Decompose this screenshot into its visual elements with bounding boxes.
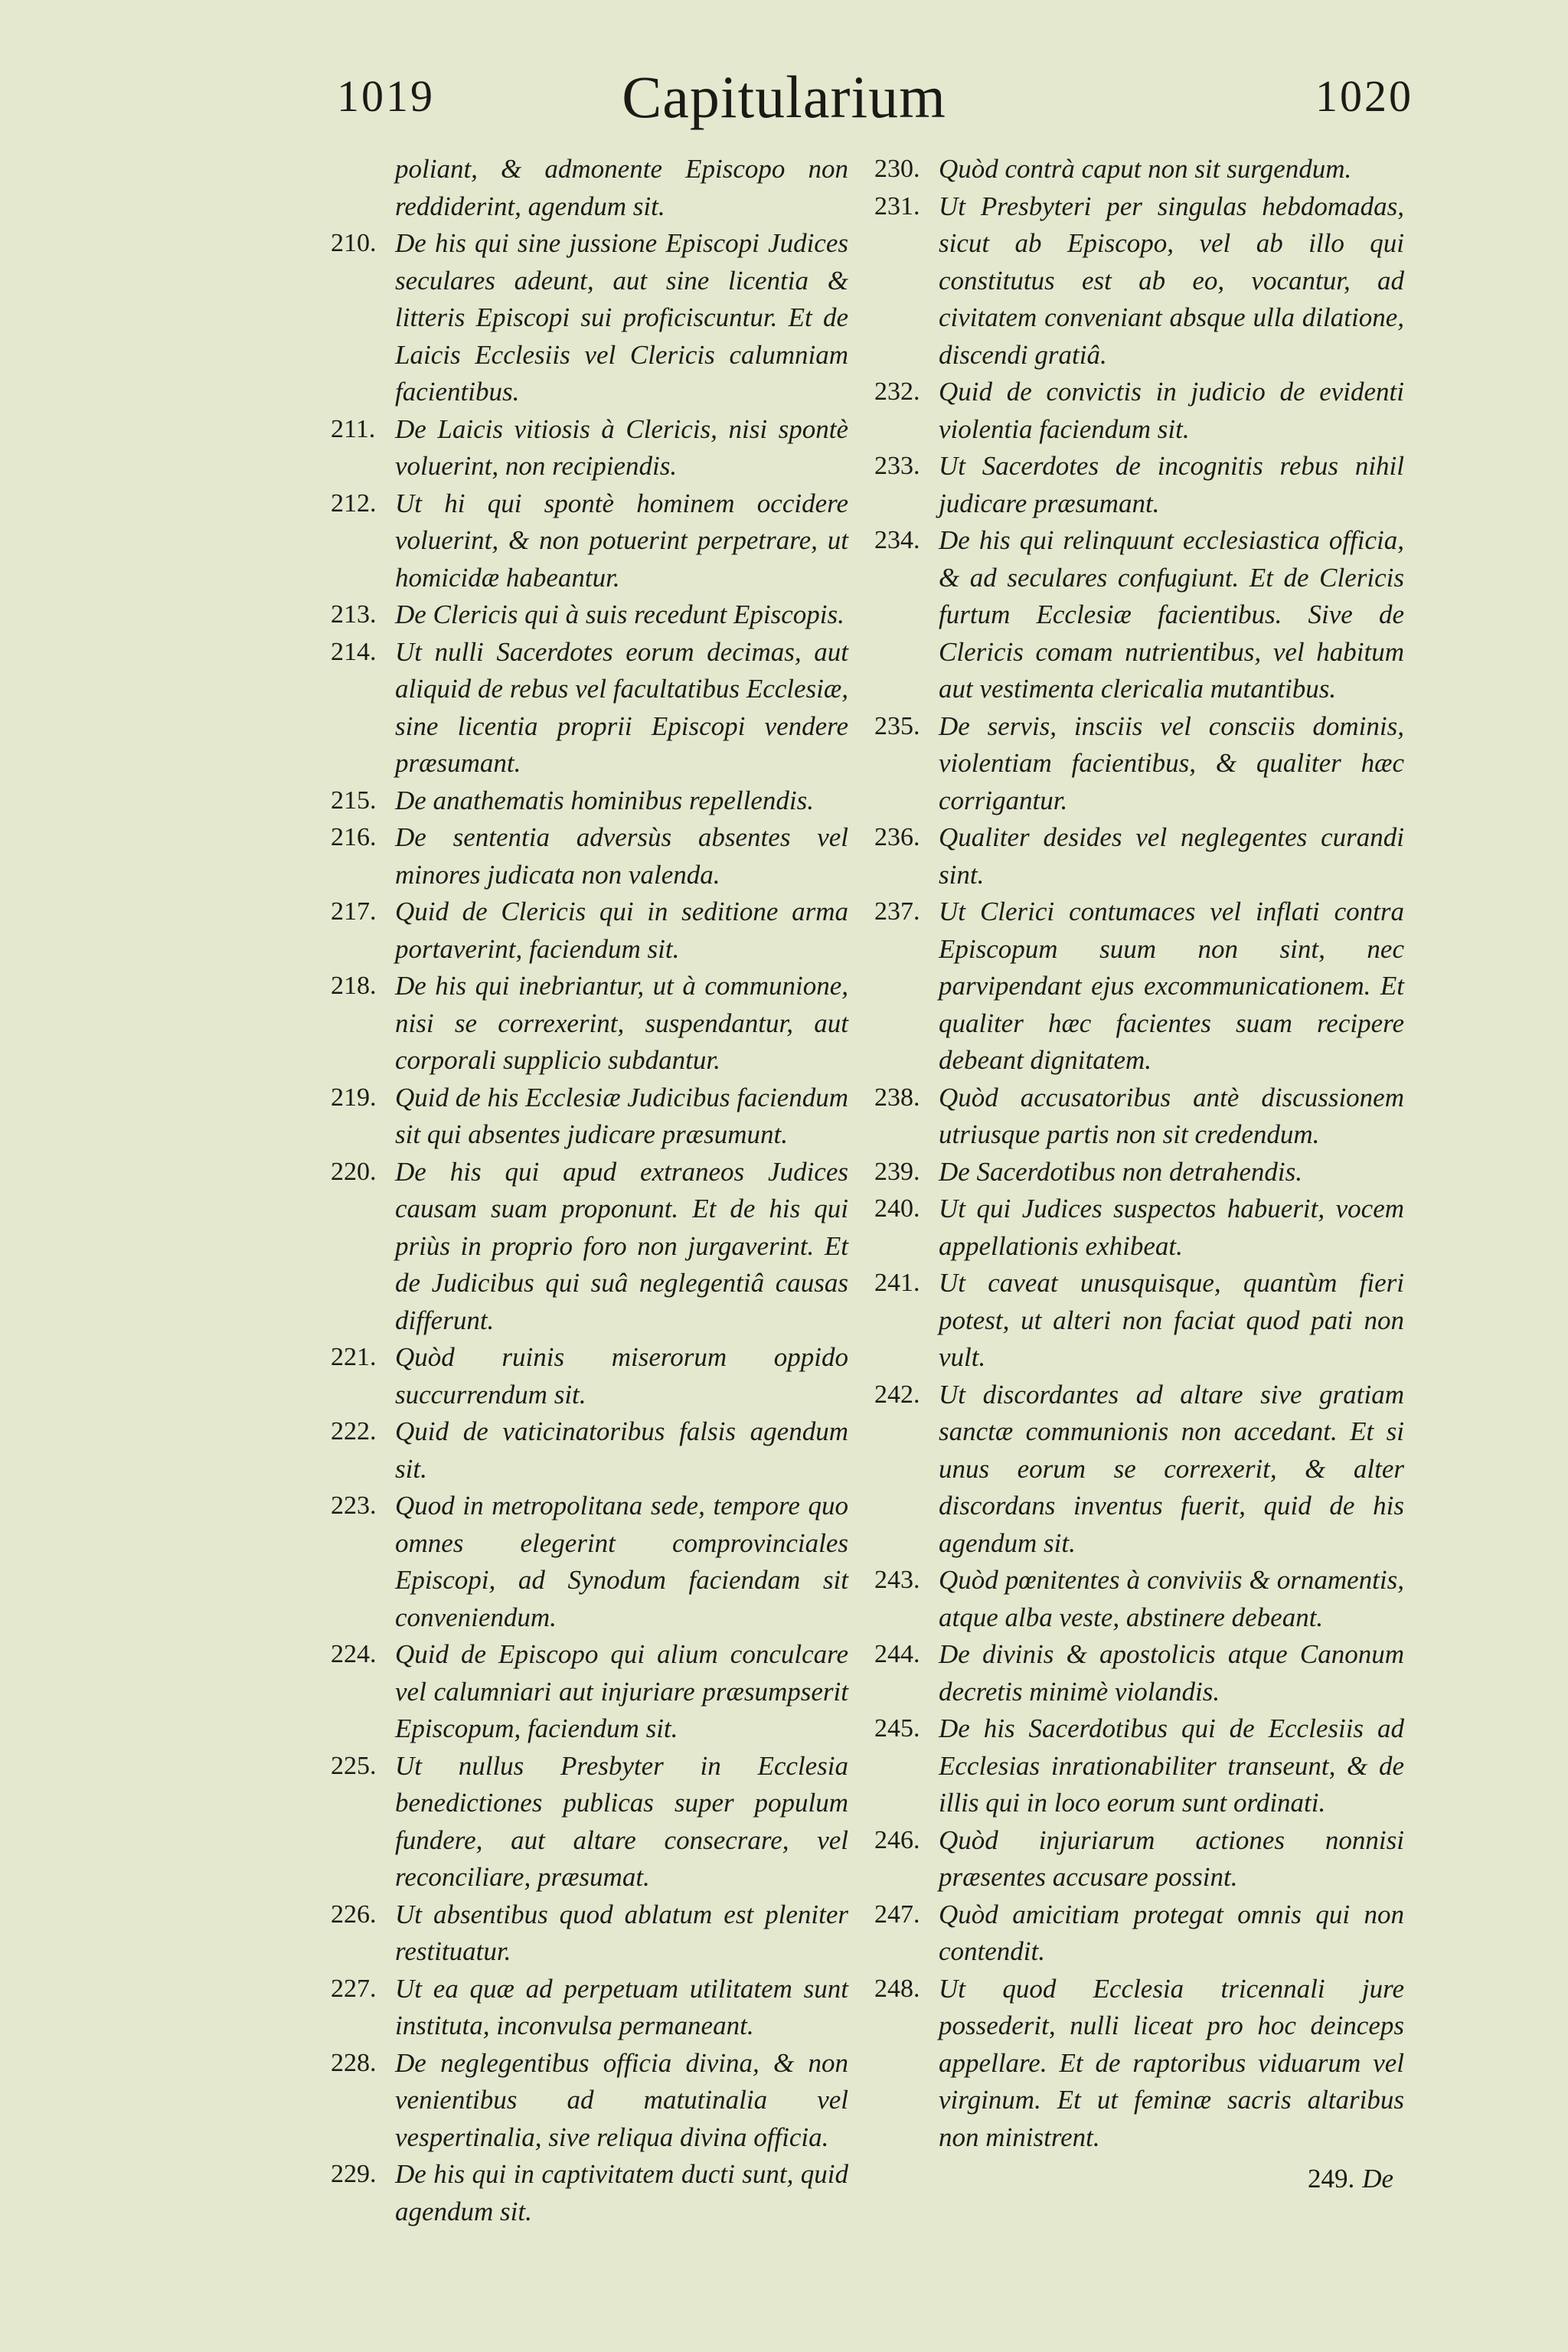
chapter-entry [331, 1339, 851, 1413]
chapter-title: De Clericis qui à suis recedunt Episcopis. [395, 599, 844, 629]
page-number-right: 1020 [1315, 71, 1413, 121]
chapter-title: De his qui apud extraneos Judices causam suam proponunt. Et de his qui priùs in proprio foro non jurgaverint. Et de Judicibus qui suâ neglegentiâ causas differunt. [395, 1156, 848, 1335]
chapter-number: 231. [874, 191, 920, 220]
chapter-entry [331, 634, 851, 782]
chapter-number: 247. [874, 1900, 920, 1929]
chapter-entry [331, 1636, 851, 1748]
chapter-title: Ut discordantes ad altare sive gratiam sanctæ communionis non accedant. Et si unus eorum se correxerit, & alter discordans inventus fuerit, quid de his agendum sit. [939, 1379, 1404, 1558]
chapter-title: De sententia adversùs absentes vel minores judicata non valenda. [395, 822, 848, 890]
chapter-entry [331, 411, 851, 485]
chapter-title: Ut hi qui spontè hominem occidere voluerint, & non potuerint perpetrare, ut homicidæ habeantur. [395, 488, 848, 593]
chapter-number: 229. [331, 2160, 377, 2188]
chapter-entry [331, 2156, 851, 2230]
chapter-number: 223. [331, 1491, 377, 1520]
chapter-title: Quod in metropolitana sede, tempore quo omnes elegerint comprovinciales Episcopi, ad Synodum faciendam sit conveniendum. [395, 1491, 848, 1632]
chapter-title: Ut quod Ecclesia tricennali jure possederit, nulli liceat pro hoc deinceps appellare. Et de raptoribus viduarum vel virginum. Et ut feminæ sacris altaribus non ministrent. [939, 1973, 1404, 2152]
chapter-number: 213. [331, 600, 377, 629]
chapter-number: 221. [331, 1343, 377, 1371]
left-column [331, 151, 851, 2230]
chapter-number: 232. [874, 377, 920, 406]
chapter-title: Ut caveat unusquisque, quantùm fieri potest, ut alteri non faciat quod pati non vult. [939, 1268, 1404, 1372]
chapter-title: Qualiter desides vel neglegentes curandi sint. [939, 822, 1404, 890]
chapter-number: 237. [874, 897, 920, 926]
chapter-number: 212. [331, 488, 377, 518]
chapter-number: 211. [331, 414, 376, 443]
chapter-number: 226. [331, 1900, 377, 1929]
chapter-title: Ut Clerici contumaces vel inflati contra Episcopum suum non sint, nec parvipendant ejus excommunicationem. Et qualiter hæc facientes suam recipere debeant dignitatem. [939, 897, 1404, 1075]
chapter-number: 219. [331, 1083, 377, 1112]
chapter-title: De his qui sine jussione Episcopi Judices seculares adeunt, aut sine licentia & litteris Episcopi sui proficiscuntur. Et de Laicis Ecclesiis vel Clericis calumniam facientibus. [395, 228, 848, 407]
chapter-entry [874, 1562, 1407, 1636]
chapter-title: Quid de Episcopo qui alium conculcare vel calumniari aut injuriare præsumpserit Episcopum, faciendum sit. [395, 1639, 848, 1743]
continued-entry [331, 151, 851, 225]
chapter-entry [331, 485, 851, 597]
chapter-title: De neglegentibus officia divina, & non venientibus ad matutinalia vel vespertinalia, sive reliqua divina officia. [395, 2047, 848, 2152]
chapter-entry [331, 1971, 851, 2045]
chapter-entry [331, 893, 851, 968]
chapter-title: De his qui inebriantur, ut à communione, nisi se correxerint, suspendantur, aut corporali supplicio subdantur. [395, 971, 848, 1075]
chapter-entry [331, 2045, 851, 2157]
chapter-entry [874, 151, 1407, 188]
chapter-entry [874, 188, 1407, 374]
chapter-entry [874, 1154, 1407, 1191]
chapter-entry [874, 1636, 1407, 1710]
chapter-entry [331, 968, 851, 1080]
chapter-title: Quid de convictis in judicio de evidenti violentia faciendum sit. [939, 377, 1404, 444]
right-entry-list [874, 151, 1407, 2156]
chapter-title: Quòd ruinis miserorum oppido succurrendum sit. [395, 1342, 848, 1410]
chapter-title: De Laicis vitiosis à Clericis, nisi spontè voluerint, non recipiendis. [395, 413, 848, 481]
chapter-title: Quòd amicitiam protegat omnis qui non contendit. [939, 1899, 1404, 1966]
chapter-number: 246. [874, 1825, 920, 1854]
chapter-title: De his Sacerdotibus qui de Ecclesiis ad Ecclesias inrationabiliter transeunt, & de illis qui in loco eorum sunt ordinati. [939, 1713, 1404, 1818]
left-entry-list [331, 225, 851, 2230]
chapter-entry [874, 1080, 1407, 1154]
chapter-title: Quòd contrà caput non sit surgendum. [939, 154, 1352, 184]
chapter-number: 217. [331, 897, 377, 926]
chapter-number: 218. [331, 972, 377, 1000]
chapter-title: De Sacerdotibus non detrahendis. [939, 1156, 1303, 1187]
chapter-entry [874, 893, 1407, 1080]
chapter-title: Ut Presbyteri per singulas hebdomadas, sicut ab Episcopo, vel ab illo qui constitutus est ab eo, vocantur, ad civitatem conveniant absque ulla dilatione, discendi gratiâ. [939, 191, 1404, 370]
chapter-title: De his qui in captivitatem ducti sunt, quid agendum sit. [395, 2159, 848, 2226]
catchword-number: 249. [1307, 2164, 1355, 2194]
chapter-number: 210. [331, 229, 377, 257]
chapter-number: 238. [874, 1083, 920, 1112]
chapter-number: 236. [874, 823, 920, 851]
chapter-entry [874, 1191, 1407, 1265]
chapter-number: 241. [874, 1269, 920, 1297]
chapter-title: De anathematis hominibus repellendis. [395, 785, 814, 815]
chapter-number: 234. [874, 526, 920, 554]
catchword-text: De [1362, 2164, 1393, 2194]
chapter-number: 235. [874, 711, 920, 740]
chapter-number: 240. [874, 1194, 920, 1223]
chapter-number: 244. [874, 1640, 920, 1668]
chapter-title: De divinis & apostolicis atque Canonum decretis minimè violandis. [939, 1639, 1404, 1707]
chapter-number: 233. [874, 452, 920, 480]
chapter-entry [331, 1413, 851, 1488]
chapter-number: 248. [874, 1974, 920, 2003]
chapter-number: 216. [331, 823, 377, 851]
chapter-entry [331, 225, 851, 411]
chapter-entry [331, 1080, 851, 1154]
chapter-title: Quid de his Ecclesiæ Judicibus faciendum sit qui absentes judicare præsumunt. [395, 1082, 848, 1149]
chapter-entry [331, 1896, 851, 1971]
chapter-number: 222. [331, 1417, 377, 1446]
chapter-entry [874, 1971, 1407, 2157]
chapter-title: Ut absentibus quod ablatum est pleniter restituatur. [395, 1899, 848, 1966]
chapter-entry [331, 782, 851, 820]
chapter-number: 245. [874, 1714, 920, 1743]
chapter-entry [874, 819, 1407, 893]
chapter-entry [331, 819, 851, 893]
chapter-entry [874, 374, 1407, 448]
continued-text: poliant, & admonente Episcopo non reddiderint, agendum sit. [395, 154, 848, 221]
chapter-title: Quid de Clericis qui in seditione arma portaverint, faciendum sit. [395, 897, 848, 964]
running-title: Capitularium [622, 64, 946, 130]
chapter-entry [874, 1822, 1407, 1896]
chapter-number: 215. [331, 786, 377, 815]
chapter-number: 225. [331, 1751, 377, 1780]
chapter-entry [874, 448, 1407, 522]
chapter-number: 214. [331, 637, 377, 666]
chapter-number: 242. [874, 1380, 920, 1409]
chapter-title: Quòd injuriarum actiones nonnisi præsentes accusare possint. [939, 1824, 1404, 1892]
chapter-title: Quid de vaticinatoribus falsis agendum sit. [395, 1416, 848, 1484]
chapter-title: De his qui relinquunt ecclesiastica officia, & ad seculares confugiunt. Et de Clericis furtum Ecclesiæ facientibus. Sive de Clericis comam nutrientibus, vel habitum aut vestimenta clericalia mutantibus. [939, 525, 1404, 704]
chapter-title: Ut nulli Sacerdotes eorum decimas, aut aliquid de rebus vel facultatibus Ecclesiæ, sine licentia proprii Episcopi vendere præsumant. [395, 636, 848, 778]
chapter-number: 243. [874, 1566, 920, 1594]
chapter-entry [874, 1896, 1407, 1971]
chapter-title: Ut Sacerdotes de incognitis rebus nihil judicare præsumant. [939, 451, 1404, 518]
chapter-title: Ut qui Judices suspectos habuerit, vocem appellationis exhibeat. [939, 1194, 1404, 1261]
chapter-title: Ut ea quæ ad perpetuam utilitatem sunt instituta, inconvulsa permaneant. [395, 1973, 848, 2040]
chapter-number: 227. [331, 1974, 377, 2003]
chapter-number: 239. [874, 1157, 920, 1186]
chapter-entry [874, 1710, 1407, 1822]
chapter-entry [874, 708, 1407, 820]
chapter-entry [874, 1377, 1407, 1563]
chapter-entry [331, 1748, 851, 1896]
chapter-entry [874, 1265, 1407, 1377]
right-column [874, 151, 1407, 2198]
catchword [874, 2161, 1407, 2198]
chapter-entry [331, 1488, 851, 1636]
page-number-left: 1019 [337, 71, 435, 121]
chapter-title: Ut nullus Presbyter in Ecclesia benedictiones publicas super populum fundere, aut altare consecrare, vel reconciliare, præsumat. [395, 1750, 848, 1892]
chapter-number: 224. [331, 1640, 377, 1668]
chapter-number: 228. [331, 2048, 377, 2077]
chapter-entry [331, 1154, 851, 1340]
chapter-number: 220. [331, 1157, 377, 1186]
chapter-title: De servis, insciis vel consciis dominis, violentiam facientibus, & qualiter hæc corrigantur. [939, 710, 1404, 815]
chapter-title: Quòd pœnitentes à conviviis & ornamentis, atque alba veste, abstinere debeant. [939, 1565, 1404, 1632]
chapter-number: 230. [874, 155, 920, 183]
chapter-entry [331, 596, 851, 634]
chapter-entry [874, 522, 1407, 708]
chapter-title: Quòd accusatoribus antè discussionem utriusque partis non sit credendum. [939, 1082, 1404, 1149]
